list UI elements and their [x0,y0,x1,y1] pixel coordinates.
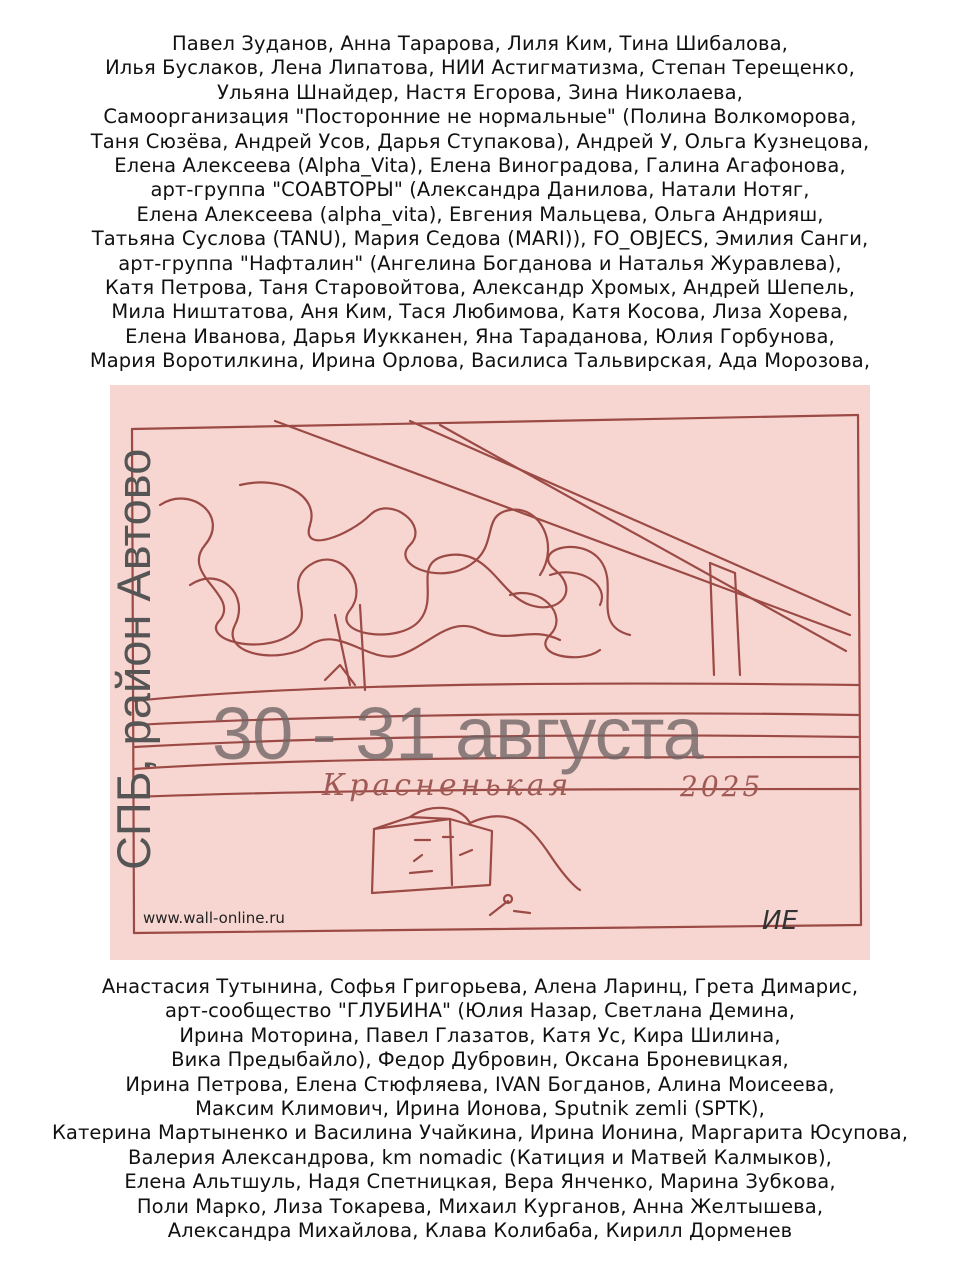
event-dates: 30 - 31 августа [212,692,703,775]
participant-line: арт-группа "СОАВТОРЫ" (Александра Данилова, Натали Нотяг, [150,178,810,202]
participant-line: Мария Воротилкина, Ирина Орлова, Василиса Тальвирская, Ада Морозова, [89,349,871,373]
participant-line: Татьяна Суслова (TANU), Мария Седова (MARI)), FO_OBJECS, Эмилия Санги, [91,227,869,251]
participant-line: Елена Алексеева (Alpha_Vita), Елена Виноградова, Галина Агафонова, [114,154,846,178]
participant-line: Александра Михайлова, Клава Колибаба, Кирилл Дорменев [167,1219,793,1243]
participant-line: Таня Сюзёва, Андрей Усов, Дарья Ступакова), Андрей У, Ольга Кузнецова, [90,129,870,153]
participant-line: Ирина Петрова, Елена Стюфляева, IVAN Богданов, Алина Моисеева, [125,1072,835,1096]
participant-line: Вика Предыбайло), Федор Дубровин, Оксана Броневицкая, [171,1048,789,1072]
participant-line: арт-сообщество "ГЛУБИНА" (Юлия Назар, Светлана Демина, [164,999,796,1023]
participant-line: Илья Буслаков, Лена Липатова, НИИ Астигматизма, Степан Терещенко, [105,56,855,80]
participant-line: Мила Ништатова, Аня Ким, Тася Любимова, Катя Косова, Лиза Хорева, [111,300,849,324]
participant-line: Максим Климович, Ирина Ионова, Sputnik zemli (SPTK), [195,1097,765,1121]
participant-line: Елена Альтшуль, Надя Спетницкая, Вера Янченко, Марина Зубкова, [124,1170,836,1194]
participant-line: арт-группа "Нафталин" (Ангелина Богданова и Наталья Журавлева), [118,251,842,275]
location-text: СПБ, район Автово [107,448,160,870]
participant-line: Анастасия Тутынина, Софья Григорьева, Алена Ларинц, Грета Димарис, [101,975,859,998]
participant-line: Павел Зуданов, Анна Тарарова, Лиля Ким, Тина Шибалова, [172,32,788,55]
handwritten-year: 2025 [680,770,764,803]
participant-line: Ульяна Шнайдер, Настя Егорова, Зина Николаева, [217,80,743,104]
participant-line: Елена Иванова, Дарья Иукканен, Яна Тараданова, Юлия Горбунова, [125,324,835,348]
participant-line: Самоорганизация "Посторонние не нормальные" (Полина Волкоморова, [103,105,857,129]
signature-icon: ИЕ [762,906,798,936]
handwritten-title: Красненькая [322,768,573,803]
participant-line: Валерия Александрова, km nomadic (Катиция и Матвей Калмыков), [128,1145,832,1169]
participant-line: Катерина Мартыненко и Василина Учайкина, Ирина Ионина, Маргарита Юсупова, [51,1121,909,1145]
sketch-drawing [107,385,870,960]
website-link[interactable]: www.wall-online.ru [143,909,285,927]
sketch-poster [107,385,870,960]
participant-line: Ирина Моторина, Павел Глазатов, Катя Ус, Кира Шилина, [179,1023,781,1047]
participant-line: Поли Марко, Лиза Токарева, Михаил Курганов, Анна Желтышева, [136,1194,824,1218]
participants-top [0,32,960,374]
participant-line: Елена Алексеева (alpha_vita), Евгения Мальцева, Ольга Андрияш, [136,202,824,226]
participants-bottom [0,975,960,1243]
participant-line: Катя Петрова, Таня Старовойтова, Александр Хромых, Андрей Шепель, [104,276,856,300]
